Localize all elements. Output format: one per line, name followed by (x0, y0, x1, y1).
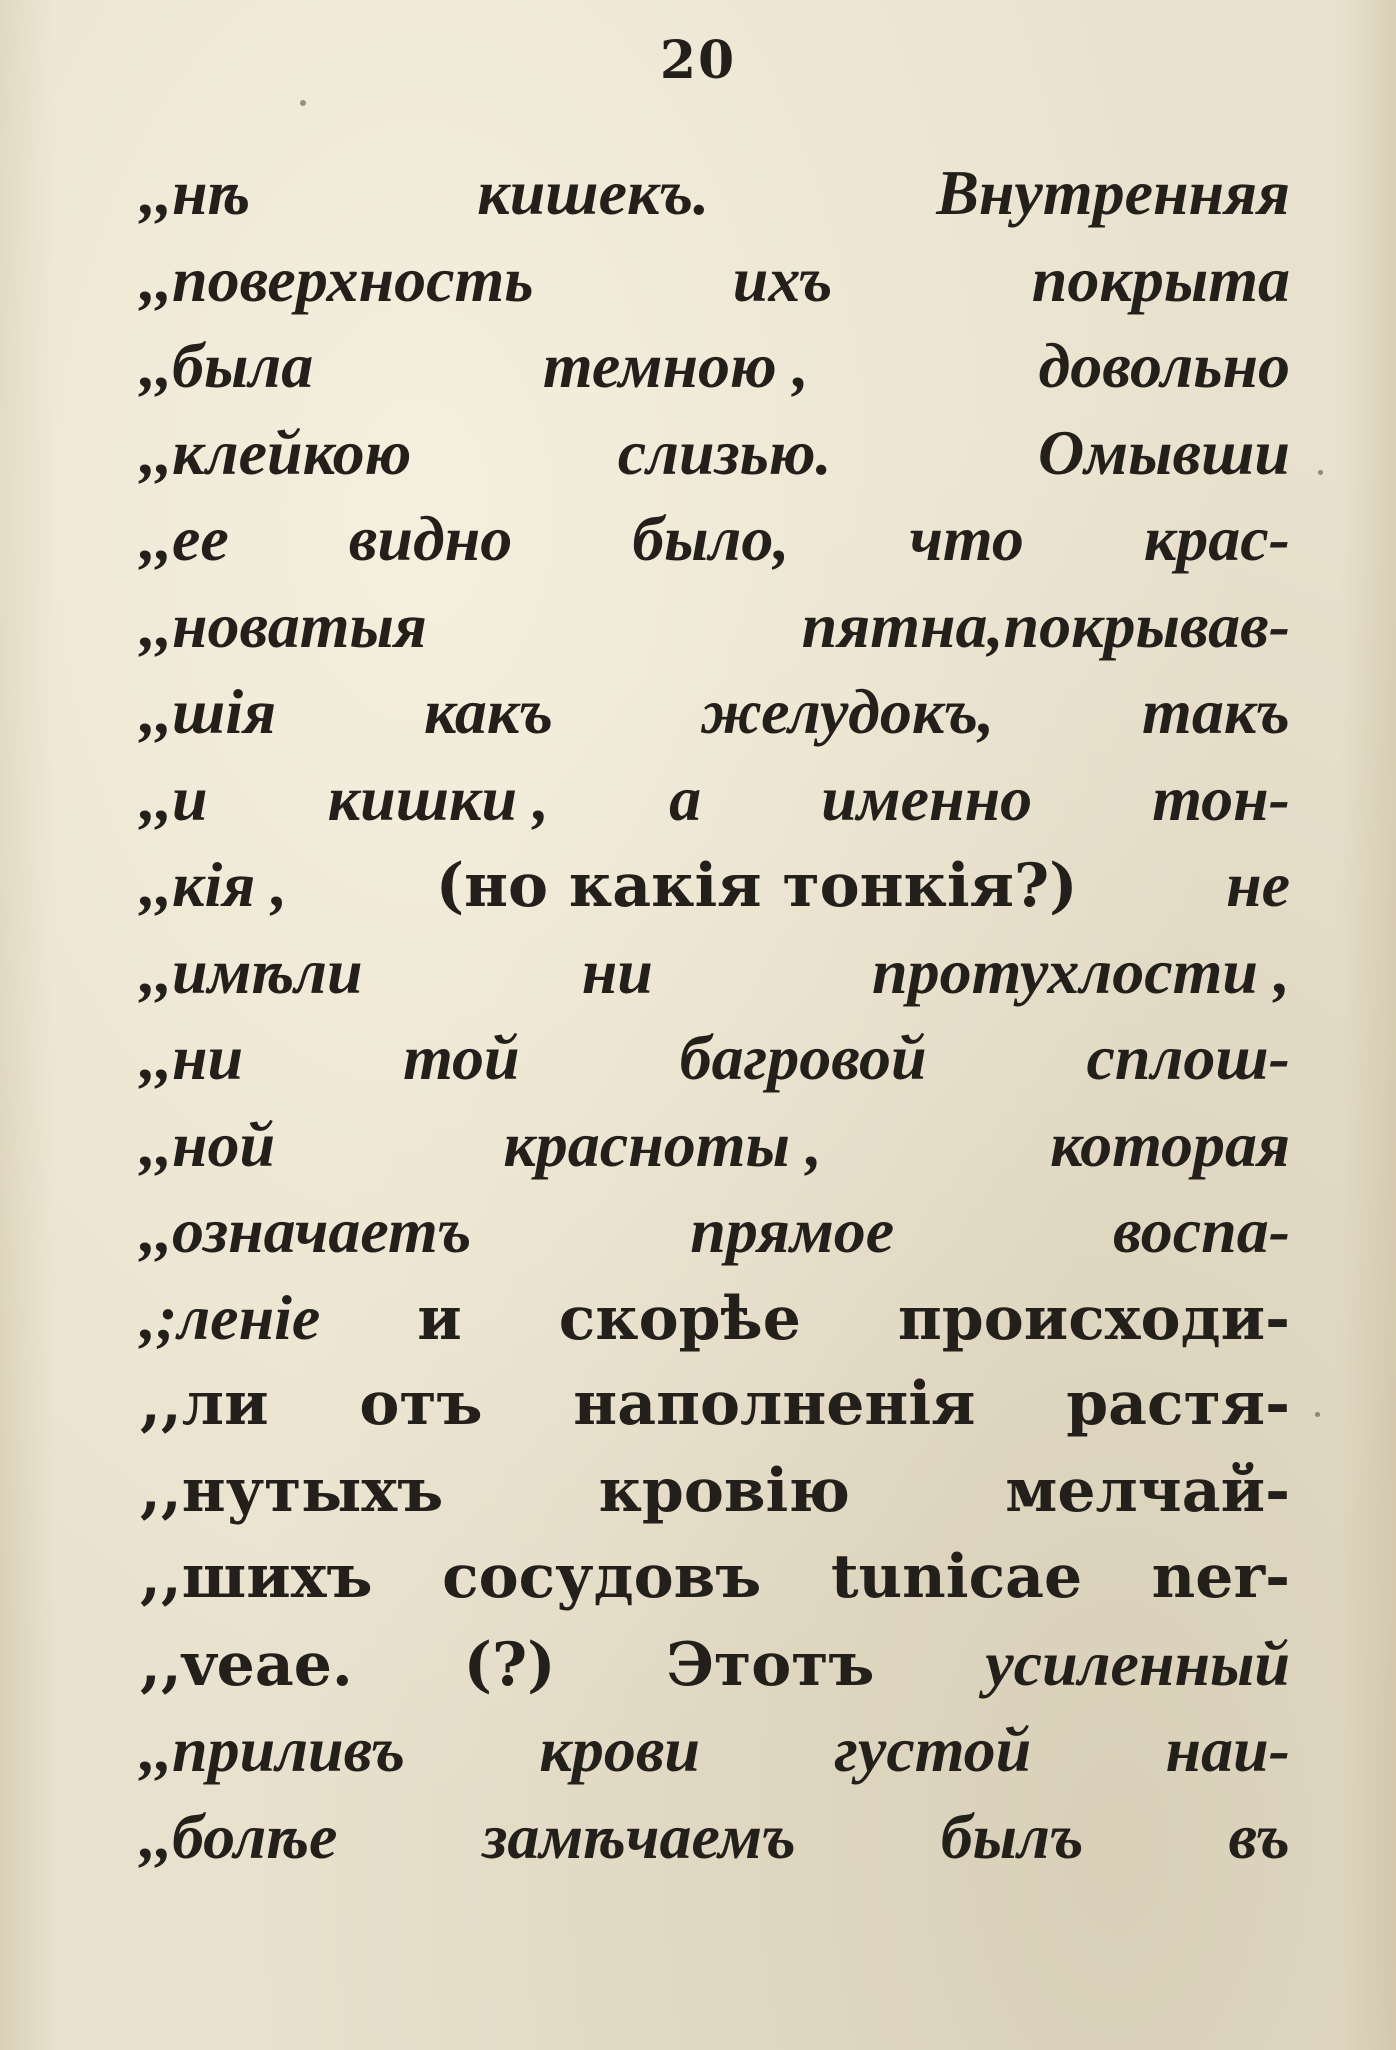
text-word: красноты , (503, 1108, 822, 1180)
text-word: ни (581, 935, 653, 1007)
text-word: багровой (679, 1022, 927, 1093)
ink-speck (300, 100, 306, 106)
text-word: тон- (1152, 762, 1290, 834)
text-word: такъ (1142, 676, 1290, 747)
text-line (140, 1534, 1290, 1621)
text-line (140, 1794, 1290, 1881)
text-word: ,,veae. (140, 1629, 353, 1700)
text-word: ,;леніе (140, 1281, 321, 1353)
text-word: ,,поверхность (140, 243, 534, 315)
text-line (140, 929, 1290, 1016)
text-word: желудокъ, (701, 676, 995, 747)
text-word: ,,нѣ (140, 157, 251, 228)
body-text (140, 150, 1290, 1880)
text-word: крас- (1143, 503, 1290, 574)
text-word: кровію (598, 1455, 850, 1526)
text-word: кишки , (327, 762, 550, 834)
text-word: ,,ли (140, 1369, 269, 1439)
text-word: и (417, 1283, 462, 1354)
text-word: ner- (1151, 1542, 1290, 1612)
text-word: ,,нутыхъ (140, 1455, 444, 1526)
text-word: что (909, 503, 1024, 574)
text-line (140, 1621, 1290, 1708)
text-word: отъ (359, 1369, 483, 1439)
text-word: ,,была (140, 330, 314, 401)
page-number: 20 (659, 30, 737, 91)
text-word: усиленный (985, 1627, 1290, 1699)
text-word: не (1226, 849, 1290, 920)
text-line (140, 150, 1290, 237)
text-word: а (669, 762, 702, 834)
text-line (140, 1361, 1290, 1448)
text-word: былъ (940, 1800, 1084, 1872)
text-word: Омывши (1038, 416, 1290, 488)
text-word: (?) (463, 1629, 556, 1700)
text-word: ,,клейкою (140, 416, 412, 488)
text-word: Этотъ (666, 1629, 875, 1700)
text-word: ихъ (732, 243, 833, 315)
text-line (140, 323, 1290, 410)
text-word: кишекъ. (477, 157, 710, 228)
text-word: Внутренняя (936, 157, 1290, 228)
text-word: довольно (1038, 330, 1290, 401)
text-word: ,,ни (140, 1022, 244, 1093)
text-line (140, 669, 1290, 756)
text-line (140, 1448, 1290, 1535)
text-word: ,,шихъ (140, 1542, 373, 1612)
text-word: ,,ее (140, 503, 229, 574)
text-word: растя- (1066, 1369, 1290, 1439)
text-word: (но какія тонкія?) (435, 851, 1078, 921)
text-word: темною , (542, 330, 809, 401)
text-word: сосудовъ (442, 1542, 762, 1612)
text-line (140, 1275, 1290, 1362)
text-word: густой (834, 1714, 1032, 1785)
text-word: замѣчаемъ (482, 1800, 796, 1872)
text-word: ,,означаетъ (140, 1195, 472, 1266)
text-word: происходи- (897, 1283, 1290, 1354)
text-word: той (403, 1022, 520, 1093)
text-line (140, 756, 1290, 843)
text-line (140, 583, 1290, 670)
text-word: въ (1228, 1800, 1290, 1872)
text-word: покрыта (1031, 243, 1290, 315)
text-word: tunicae (830, 1542, 1083, 1612)
text-line (140, 237, 1290, 324)
text-word: какъ (424, 676, 554, 747)
text-line (140, 496, 1290, 583)
text-line (140, 1707, 1290, 1794)
text-word: ,,ной (140, 1108, 276, 1180)
ink-speck (1315, 1412, 1320, 1417)
text-word: скорѣе (558, 1283, 801, 1354)
text-word: мелчай- (1005, 1455, 1290, 1526)
text-line (140, 1188, 1290, 1275)
text-word: было, (632, 503, 790, 574)
text-word: протухлости , (872, 935, 1290, 1007)
text-word: сплош- (1086, 1022, 1290, 1093)
text-word: ,,кія , (140, 849, 288, 920)
text-word: наи- (1165, 1714, 1290, 1785)
text-word: слизью. (617, 416, 832, 488)
text-word: крови (539, 1714, 700, 1785)
ink-speck (1318, 470, 1323, 475)
text-word: видно (348, 503, 513, 574)
text-word: пятна,покрывав- (801, 589, 1290, 661)
text-word: наполненія (573, 1369, 976, 1439)
text-word: ,,и (140, 762, 208, 834)
text-line (140, 1015, 1290, 1102)
text-line (140, 842, 1290, 929)
text-line (140, 410, 1290, 497)
text-word: ,,болѣе (140, 1800, 338, 1872)
text-word: именно (821, 762, 1033, 834)
text-word: ,,приливъ (140, 1714, 406, 1785)
text-word: ,,новатыя (140, 589, 427, 661)
text-word: ,,шія (140, 676, 277, 747)
text-line (140, 1102, 1290, 1189)
text-word: воспа- (1112, 1195, 1290, 1266)
text-word: которая (1050, 1108, 1290, 1180)
text-word: прямое (690, 1195, 895, 1266)
text-word: ,,имѣли (140, 935, 363, 1007)
